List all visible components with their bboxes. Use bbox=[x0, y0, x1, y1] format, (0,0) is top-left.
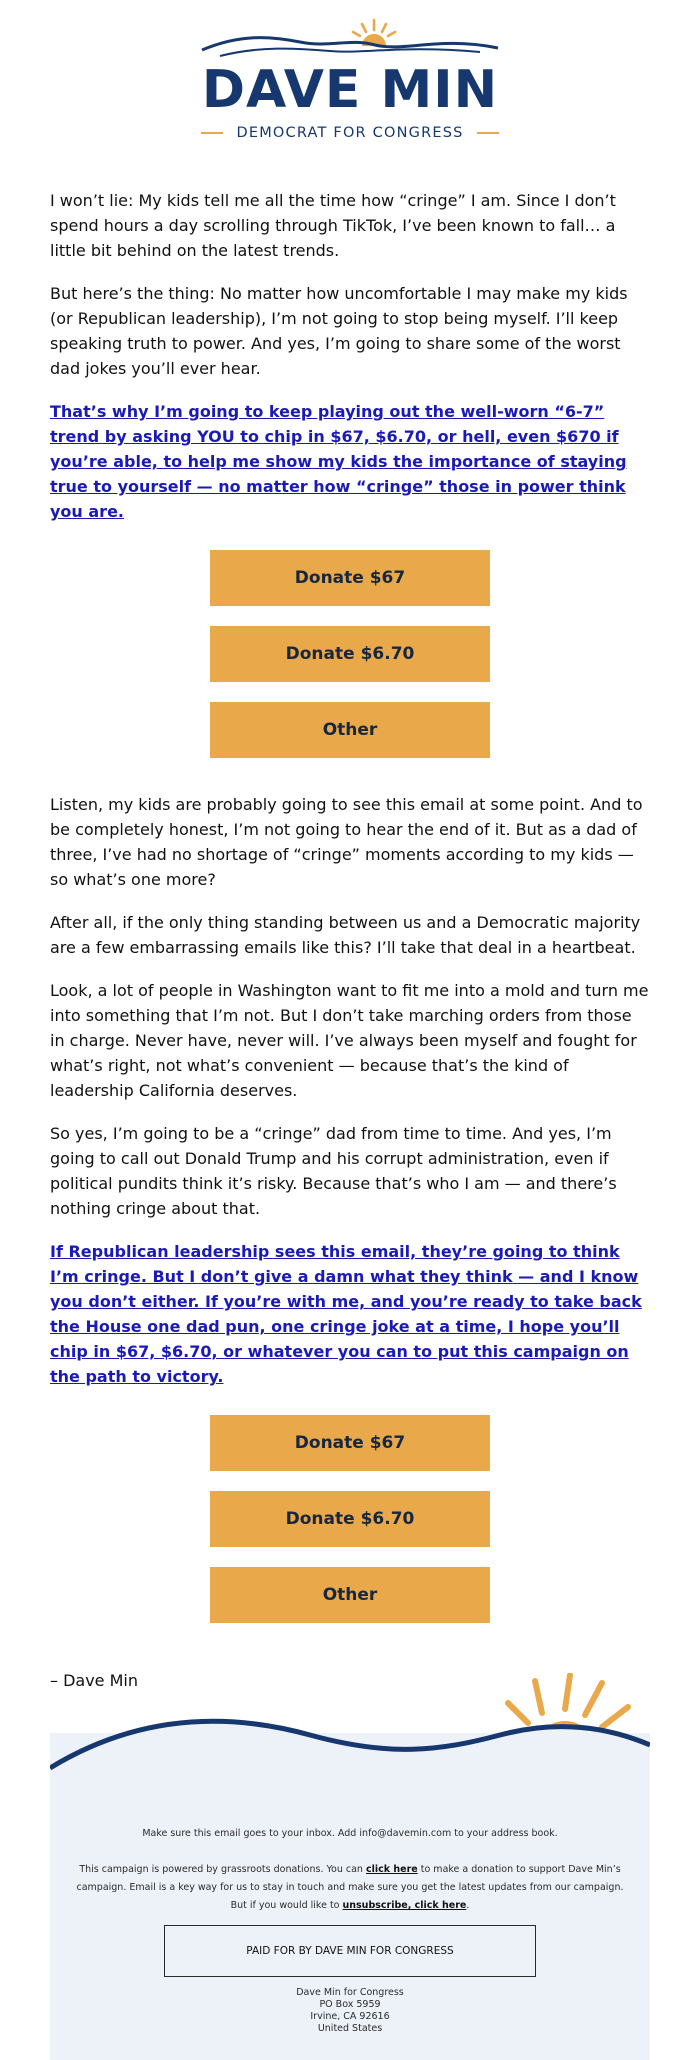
donate-button-group-2 bbox=[50, 1407, 650, 1657]
address-line: PO Box 5959 bbox=[319, 1999, 381, 2010]
donate-link-1[interactable]: That’s why I’m going to keep playing out the well-worn “6-7” trend by asking YOU to chip in $67, $6.70, or hell, even $670 if you’re able, to help me show my kids the importance of staying true to yourself — no matter how “cringe” those in power think you are. bbox=[50, 402, 627, 521]
unsubscribe-link[interactable]: unsubscribe, click here bbox=[342, 1900, 467, 1911]
logo-tagline-row bbox=[0, 122, 700, 141]
address-line: Dave Min for Congress bbox=[296, 1987, 404, 1998]
donate-link-2[interactable]: If Republican leadership sees this email, they’re going to think I’m cringe. But I don’t give a damn what they think — and I know you don’t either. If you’re with me, and you’re ready to take back the House one dad pun, one cringe joke at a time, I hope you’ll chip in $67, $6.70, or whatever you can to put this campaign on the path to victory. bbox=[50, 1242, 642, 1386]
donate-button-group-1 bbox=[50, 542, 650, 792]
signature: – Dave Min bbox=[50, 1671, 138, 1690]
donate-link-paragraph bbox=[50, 399, 650, 524]
donate-other-button[interactable]: Other bbox=[210, 702, 490, 758]
body-paragraph: So yes, I’m going to be a “cringe” dad from time to time. And yes, I’m going to call out Donald Trump and his corrupt administration, even if political pundits think it’s risky. Because that’s who I am — and there’s nothing cringe about that. bbox=[50, 1124, 617, 1218]
grassroots-text: to make a donation to support Dave Min’s campaign. Email is a key way for us to stay in touch and make sure you get the latest updates from our campaign. But if you would like to bbox=[76, 1864, 624, 1911]
body-paragraph: I won’t lie: My kids tell me all the time how “cringe” I am. Since I don’t spend hours a day scrolling through TikTok, I’ve been known to fall… a little bit behind on the latest trends. bbox=[50, 191, 616, 260]
body-paragraph: But here’s the thing: No matter how uncomfortable I may make my kids (or Republican leadership), I’m not going to stop being myself. I’ll keep speaking truth to power. And yes, I’m going to share some of the worst dad jokes you’ll ever hear. bbox=[50, 284, 628, 378]
tagline-rule-right bbox=[477, 132, 499, 134]
logo-tagline: DEMOCRAT FOR CONGRESS bbox=[236, 124, 464, 141]
logo-wordmark: DAVE MIN bbox=[201, 60, 499, 120]
footer-wave-sun-icon bbox=[50, 1673, 650, 1793]
donate-6-70-button[interactable]: Donate $6.70 bbox=[210, 626, 490, 682]
paid-for-disclaimer: PAID FOR BY DAVE MIN FOR CONGRESS bbox=[164, 1925, 536, 1977]
body-paragraph: After all, if the only thing standing between us and a Democratic majority are a few embarrassing emails like this? I’ll take that deal in a heartbeat. bbox=[50, 913, 641, 957]
campaign-logo bbox=[0, 0, 700, 170]
mailing-address bbox=[74, 1987, 626, 2035]
body-paragraph: Look, a lot of people in Washington want to fit me into a mold and turn me into something that I’m not. But I don’t take marching orders from those in charge. Never have, never will. I’ve always been myself and fought for what’s right, not what’s convenient — because that’s the kind of leadership California deserves. bbox=[50, 981, 649, 1100]
donate-link-paragraph bbox=[50, 1239, 650, 1389]
donate-67-button[interactable]: Donate $67 bbox=[210, 550, 490, 606]
donate-click-here-link[interactable]: click here bbox=[365, 1864, 418, 1875]
grassroots-text: This campaign is powered by grassroots donations. You can bbox=[79, 1864, 366, 1875]
body-paragraph: Listen, my kids are probably going to see this email at some point. And to be completely honest, I’m not going to hear the end of it. But as a dad of three, I’ve had no shortage of “cringe” moments according to my kids — so what’s one more? bbox=[50, 795, 643, 889]
donate-67-button[interactable]: Donate $67 bbox=[210, 1415, 490, 1471]
email-body bbox=[0, 170, 700, 1693]
address-line: Irvine, CA 92616 bbox=[310, 2011, 390, 2022]
grassroots-text: . bbox=[466, 1900, 470, 1911]
footer-text bbox=[50, 1825, 650, 2035]
donate-6-70-button[interactable]: Donate $6.70 bbox=[210, 1491, 490, 1547]
address-line: United States bbox=[317, 2023, 383, 2034]
email-footer bbox=[50, 1733, 650, 2060]
tagline-rule-left bbox=[201, 132, 223, 134]
grassroots-note bbox=[74, 1861, 626, 1915]
address-book-note: Make sure this email goes to your inbox. Add info@davemin.com to your address book. bbox=[142, 1828, 558, 1839]
donate-other-button[interactable]: Other bbox=[210, 1567, 490, 1623]
